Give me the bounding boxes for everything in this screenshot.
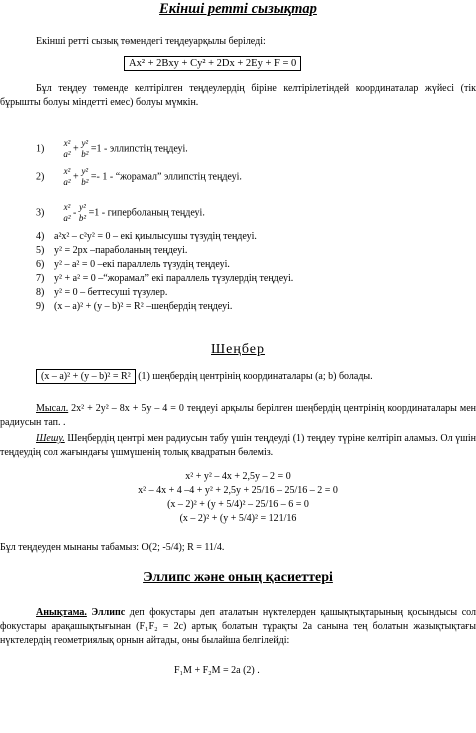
definition-paragraph bbox=[0, 606, 476, 648]
fraction-x: x² a² bbox=[63, 138, 71, 159]
fraction-equation-list bbox=[0, 130, 476, 230]
list-item: 7) y² + a² = 0 –“жорамал” екі параллель түзулердің теңдеуі. bbox=[36, 273, 294, 284]
solution-label: Шешу. bbox=[36, 433, 65, 444]
calc-line: x² – 4x + 4 –4 + y² + 2,5y + 25/16 – 25/16 – 2 = 0 bbox=[138, 485, 338, 496]
circle-equation-row bbox=[36, 371, 373, 382]
solution-text: Шеңбердің центрі мен радиусын табу үшін теңдеуді (1) теңдеу түріне келтіріп аламыз. Ол үшін теңдеудің сол жағындағы үшмүшенің толық квадратын бөлеміз. bbox=[0, 433, 476, 458]
item-number: 1) bbox=[36, 143, 45, 155]
fraction-item-3 bbox=[36, 202, 205, 224]
fraction-y: y² b² bbox=[78, 202, 87, 223]
list-item: 8) y² = 0 – беттесуші түзулер. bbox=[36, 287, 168, 298]
definition-label: Анықтама. bbox=[36, 607, 87, 618]
section-title-circle: Шеңбер bbox=[211, 342, 265, 357]
example-paragraph bbox=[0, 402, 476, 430]
fraction-x: x² a² bbox=[63, 202, 71, 223]
example-label: Мысал. bbox=[36, 403, 69, 414]
result-text: Бұл теңдеуден мынаны табамыз: O(2; -5/4); R = 11/4. bbox=[0, 542, 225, 553]
definition-text: деп фокустары деп аталатын нүктелерден қашықтықтарының қосындысы сол фокустары арақашықтығынан (F₁F₂ = 2c) артық болатын тұрақты 2a санына тең болатын жазықтықтағы нүктелердің геометриялық орнын айтады, оны былайша белгілейді: bbox=[0, 607, 476, 646]
item-rhs: =1 - гиперболаның теңдеуі. bbox=[88, 207, 205, 219]
circle-equation-box: (x – a)² + (y – b)² = R² bbox=[36, 369, 136, 384]
general-equation-box: Ax² + 2Bxy + Cy² + 2Dx + 2Ey + F = 0 bbox=[124, 56, 301, 71]
item-rhs: =- 1 - “жорамал” эллипстің теңдеуі. bbox=[90, 171, 242, 183]
title-text: Екінші ретті сызықтар bbox=[159, 1, 317, 17]
example-text: 2x² + 2y² – 8x + 5y – 4 = 0 теңдеуі арқылы берілген шеңбердің центрінің координаталары мен радиусын тап. . bbox=[0, 403, 476, 428]
calc-line: (x – 2)² + (y + 5/4)² – 25/16 – 6 = 0 bbox=[167, 499, 309, 510]
fraction-y: y² b² bbox=[81, 166, 89, 187]
section-title-second-order-curves bbox=[0, 1, 476, 18]
calculation-block bbox=[0, 470, 476, 526]
operator: + bbox=[73, 143, 79, 155]
fraction-item-2 bbox=[36, 166, 242, 188]
list-item: 9) (x – a)² + (y – b)² = R² –шеңбердің теңдеуі. bbox=[36, 301, 233, 312]
section-title-ellipse: Эллипс және оның қасиеттері bbox=[143, 570, 333, 585]
calc-line: x² + y² – 4x + 2,5y – 2 = 0 bbox=[185, 471, 291, 482]
item-number: 2) bbox=[36, 171, 45, 183]
ellipse-equation: F₁M + F₂M = 2a (2) . bbox=[174, 665, 260, 676]
definition-term: Эллипс bbox=[91, 607, 126, 618]
intro-text: Екінші ретті сызық төмендегі теңдеуарқылы беріледі: bbox=[36, 36, 266, 47]
list-item: 5) y² = 2px –параболаның теңдеуі. bbox=[36, 245, 188, 256]
operator: + bbox=[73, 171, 79, 183]
solution-paragraph bbox=[0, 432, 476, 460]
item-number: 3) bbox=[36, 207, 45, 219]
calc-line: (x – 2)² + (y + 5/4)² = 121/16 bbox=[179, 513, 297, 524]
fraction-item-1 bbox=[36, 138, 188, 160]
circle-description: (1) шеңбердің центрінің координаталары (a; b) болады. bbox=[138, 371, 373, 382]
operator: - bbox=[73, 207, 77, 219]
item-rhs: =1 - эллипстің теңдеуі. bbox=[90, 143, 188, 155]
list-item: 4) a²x² – c²y² = 0 – екі қиылысушы түзудің теңдеуі. bbox=[36, 231, 257, 242]
list-item: 6) y² – a² = 0 –екі параллель түзудің теңдеуі. bbox=[36, 259, 230, 270]
equation-list bbox=[36, 230, 466, 314]
fraction-x: x² a² bbox=[63, 166, 71, 187]
paragraph-coordinate-systems: Бұл теңдеу төменде келтірілген теңдеулердің біріне келтірілетіндей координаталар жүйесі (тік бұрышты болуы міндетті емес) болуы мүмкін. bbox=[0, 83, 476, 108]
fraction-y: y² b² bbox=[81, 138, 89, 159]
